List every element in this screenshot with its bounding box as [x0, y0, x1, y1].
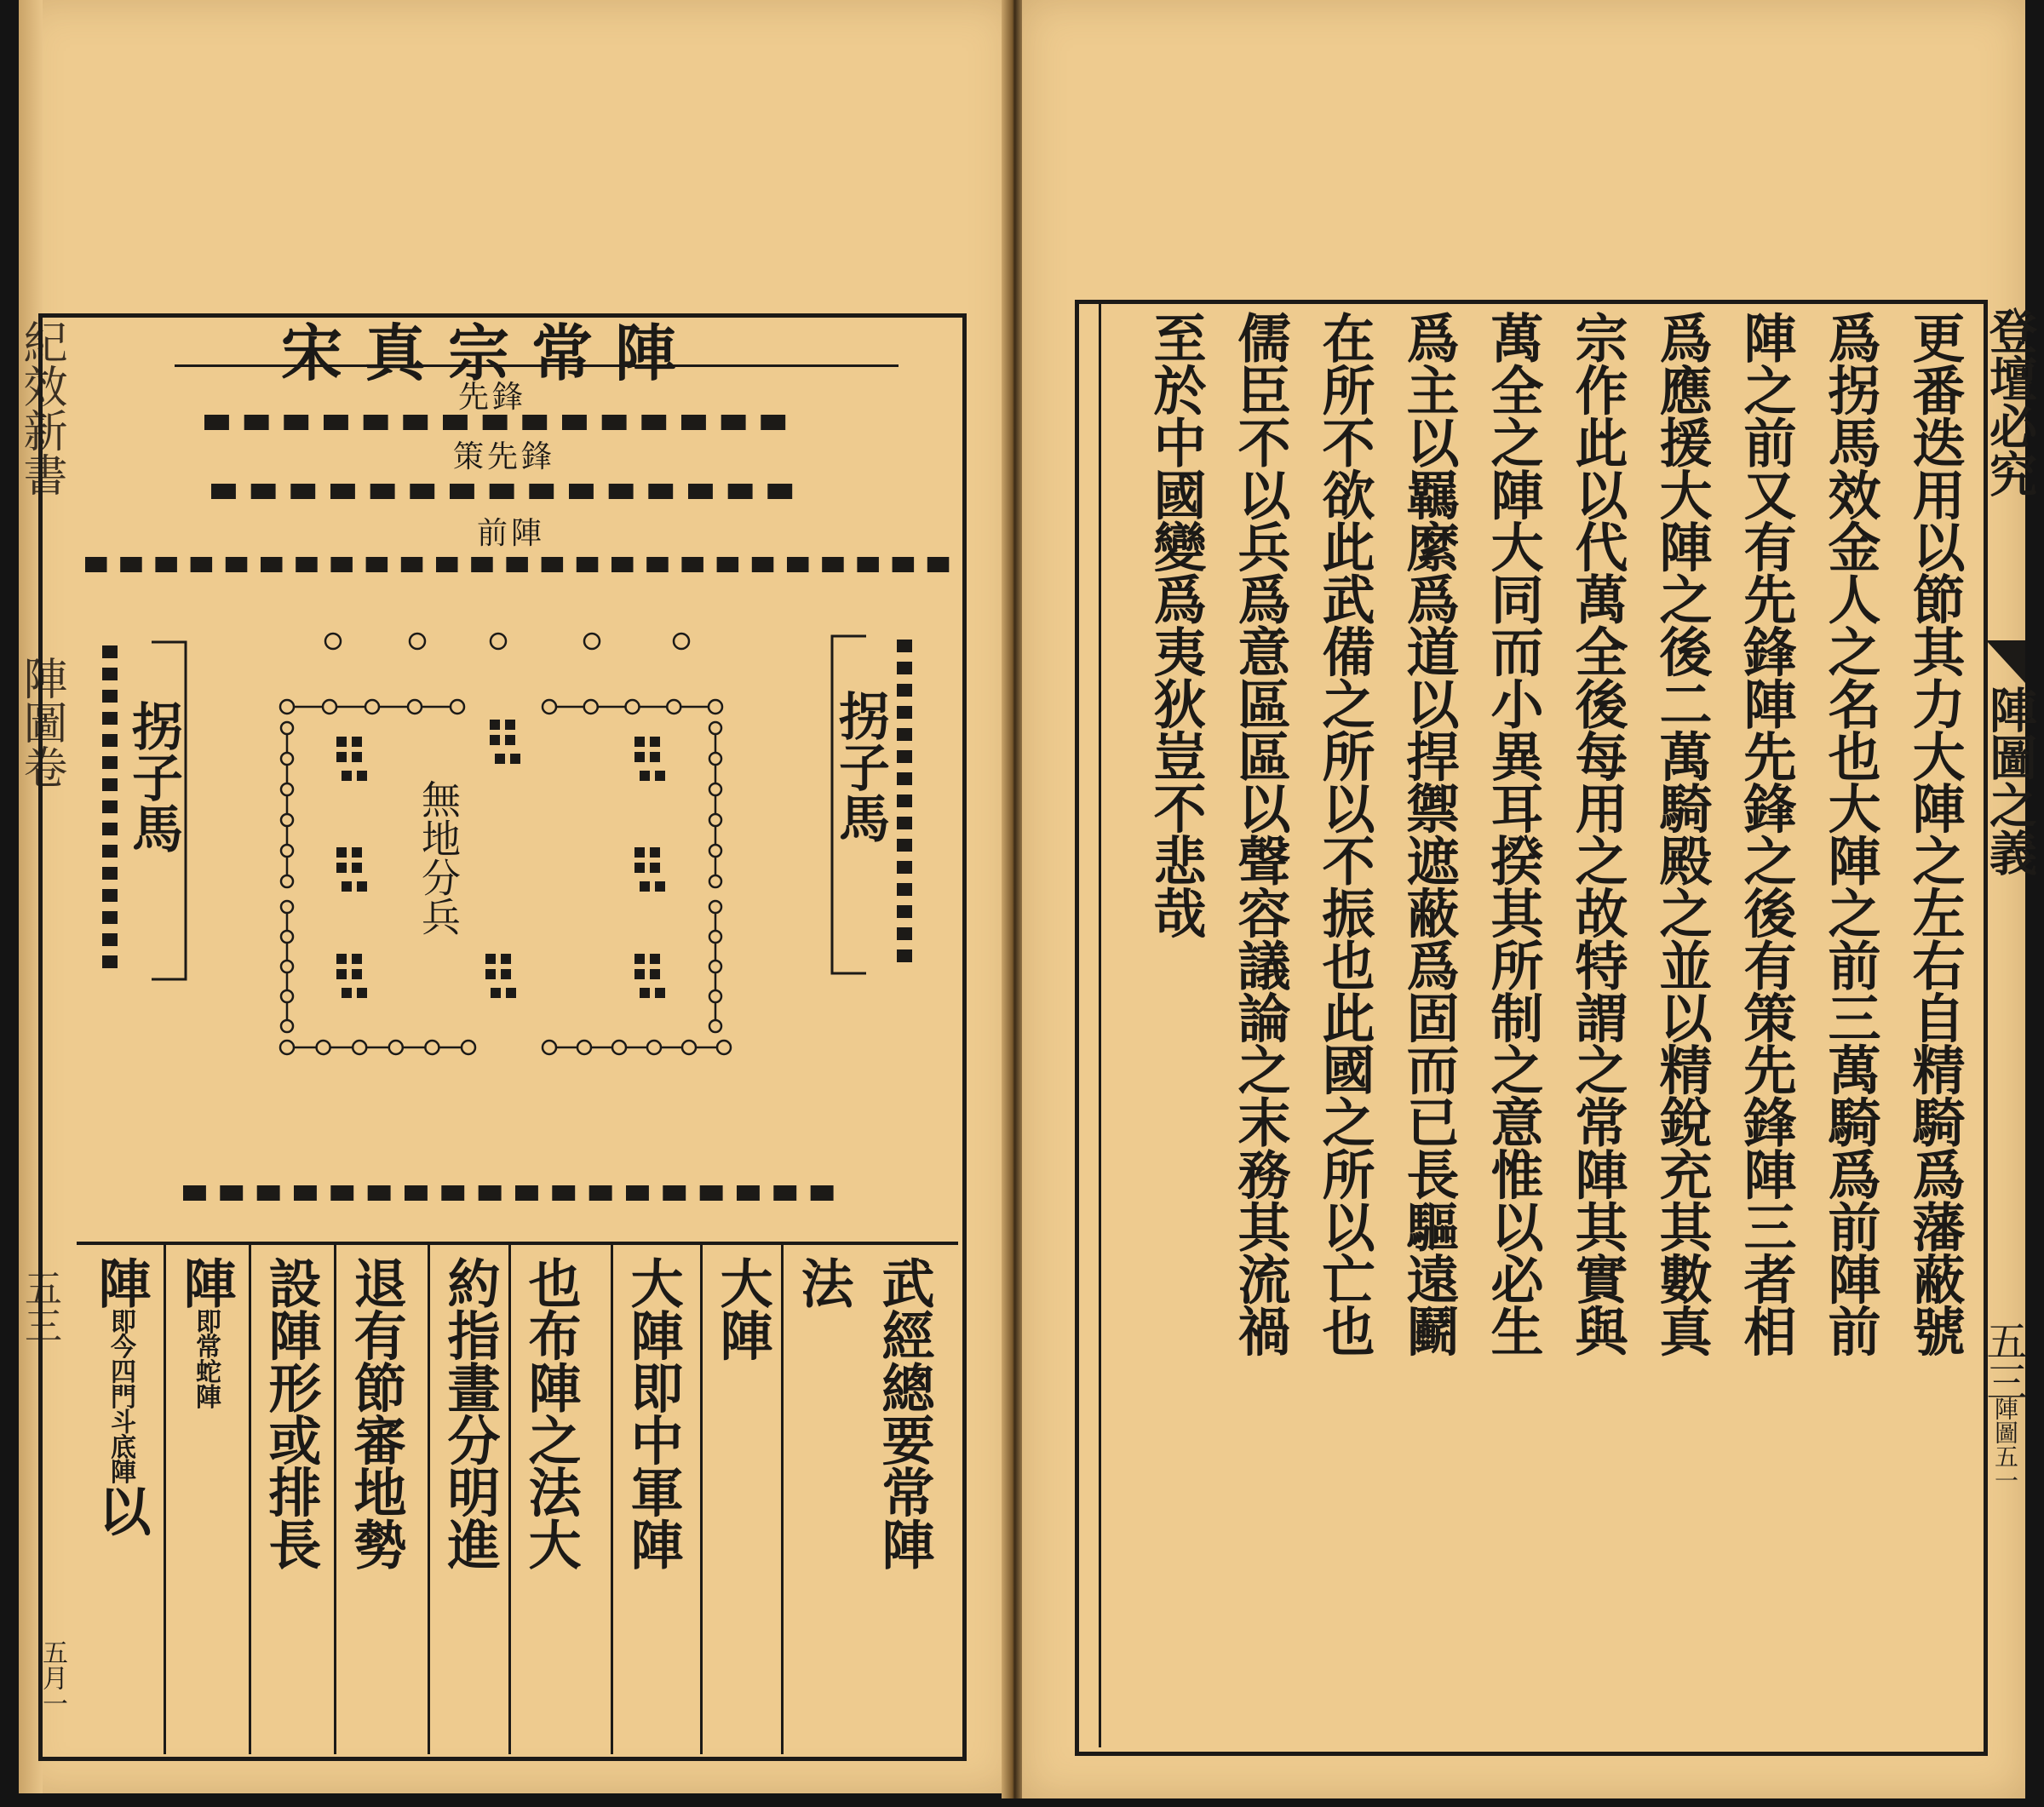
- right-text-column-6: 萬全之陣大同而小異耳揆其所制之意惟以必生: [1482, 311, 1544, 1357]
- unit-square: [357, 881, 367, 892]
- dash-mark: [700, 1185, 723, 1201]
- wing-dash: [102, 778, 118, 791]
- soldier-circle: [389, 1041, 403, 1054]
- soldier-circle: [281, 783, 293, 795]
- dash-mark: [728, 484, 753, 499]
- soldier-circle: [682, 1041, 696, 1054]
- left-diagram-divider: [77, 1242, 958, 1245]
- wing-dash: [897, 839, 912, 852]
- unit-square: [342, 881, 352, 892]
- wing-dash: [897, 750, 912, 763]
- soldier-circle: [709, 875, 721, 887]
- column-rule: [428, 1243, 430, 1754]
- dash-mark: [294, 1185, 317, 1201]
- unit-square: [650, 863, 660, 873]
- soldier-circle: [280, 1041, 294, 1054]
- wing-dash: [897, 640, 912, 652]
- unit-square: [352, 969, 362, 979]
- left-text-column-10: 陣即今四門斗底陣以: [89, 1256, 152, 1536]
- unit-square: [505, 720, 515, 730]
- right-page-number: 五三: [1979, 1320, 2027, 1402]
- right-inner-rule: [1099, 300, 1101, 1747]
- right-text-column-7: 爲主以羈縻爲道以捍禦遮蔽爲固而已長驅遠鬬: [1398, 311, 1460, 1357]
- dash-mark: [752, 557, 774, 572]
- unit-square: [634, 863, 645, 873]
- row2-dashes: [211, 482, 807, 501]
- soldier-circle: [323, 700, 336, 714]
- dash-mark: [211, 484, 236, 499]
- wing-dash: [897, 949, 912, 962]
- soldier-circle: [612, 1041, 626, 1054]
- right-text-column-1: 更番迭用以節其力大陣之左右自精騎爲藩蔽號: [1903, 311, 1966, 1357]
- soldier-circle: [365, 700, 379, 714]
- left-edge-page: 五三: [18, 1269, 61, 1344]
- unit-square: [634, 954, 645, 964]
- column-rule: [334, 1243, 336, 1754]
- dash-mark: [410, 484, 434, 499]
- unit-square: [336, 752, 347, 762]
- dash-mark: [811, 1185, 834, 1201]
- soldier-circle: [281, 753, 293, 765]
- inline-note: 即今四門斗底陣: [106, 1308, 135, 1484]
- soldier-circle: [709, 753, 721, 765]
- unit-square: [490, 720, 500, 730]
- unit-square: [505, 735, 515, 745]
- soldier-circle: [451, 700, 464, 714]
- unit-square: [650, 752, 660, 762]
- dash-mark: [688, 484, 713, 499]
- unit-square: [655, 881, 665, 892]
- soldier-circle: [408, 700, 422, 714]
- right-text-column-9: 儒臣不以兵爲意區區以聲容議論之末務其流禍: [1229, 311, 1291, 1357]
- dash-mark: [569, 484, 594, 499]
- soldier-circle: [543, 1041, 556, 1054]
- left-text-column-4: 大陣即中軍陣: [622, 1256, 684, 1570]
- unit-square: [506, 988, 516, 998]
- central-formation: [268, 626, 745, 1064]
- wing-dash: [897, 772, 912, 785]
- unit-square: [634, 737, 645, 747]
- wing-dash: [102, 889, 118, 902]
- soldier-circle: [281, 990, 293, 1002]
- center-label: 無地分兵: [416, 779, 462, 936]
- dash-mark: [441, 1185, 464, 1201]
- dash-mark: [522, 415, 547, 430]
- wing-dash: [897, 728, 912, 741]
- right-text-column-3: 陣之前又有先鋒陣先鋒之後有策先鋒陣三者相: [1735, 311, 1797, 1357]
- unit-square: [352, 752, 362, 762]
- column-rule: [700, 1243, 703, 1754]
- diagram-title: 宋真宗常陣: [281, 317, 699, 389]
- left-footer-mark: 五月一: [37, 1639, 67, 1716]
- unit-square: [357, 988, 367, 998]
- soldier-circle: [584, 634, 600, 649]
- soldier-circle: [491, 634, 506, 649]
- dash-mark: [330, 484, 355, 499]
- soldier-circle: [709, 990, 721, 1002]
- dash-mark: [515, 1185, 538, 1201]
- wing-dash: [897, 684, 912, 697]
- dash-mark: [450, 484, 474, 499]
- dash-mark: [368, 1185, 391, 1201]
- dash-mark: [611, 557, 634, 572]
- dash-mark: [542, 557, 564, 572]
- unit-square: [640, 988, 650, 998]
- dash-mark: [290, 484, 315, 499]
- wing-dash: [897, 662, 912, 674]
- row1-dashes: [204, 413, 801, 432]
- dash-mark: [761, 415, 785, 430]
- soldier-circle: [626, 700, 640, 714]
- unit-square: [352, 863, 362, 873]
- dash-mark: [529, 484, 554, 499]
- dash-mark: [401, 557, 423, 572]
- column-rule: [508, 1243, 511, 1754]
- wing-dash: [897, 905, 912, 918]
- soldier-circle: [280, 700, 294, 714]
- unit-square: [336, 863, 347, 873]
- dash-mark: [296, 557, 318, 572]
- soldier-circle: [709, 1020, 721, 1032]
- unit-square: [640, 771, 650, 781]
- right-edge-chapter: 陣圖之義: [1982, 686, 2038, 876]
- dash-mark: [244, 415, 269, 430]
- soldier-circle: [462, 1041, 475, 1054]
- dash-mark: [626, 1185, 649, 1201]
- dash-mark: [681, 557, 703, 572]
- soldier-circle: [709, 700, 722, 714]
- column-rule: [611, 1243, 613, 1754]
- dash-mark: [562, 415, 587, 430]
- unit-square: [634, 847, 645, 858]
- left-text-column-9: 陣即常蛇陣: [175, 1256, 237, 1409]
- dash-mark: [602, 415, 627, 430]
- dash-mark: [405, 1185, 428, 1201]
- dash-mark: [773, 1185, 796, 1201]
- dash-mark: [443, 415, 468, 430]
- dash-mark: [646, 557, 669, 572]
- unit-square: [495, 754, 505, 764]
- left-text-column-7: 退有節審地勢: [345, 1256, 407, 1570]
- soldier-circle: [647, 1041, 661, 1054]
- dash-mark: [366, 557, 388, 572]
- dash-mark: [717, 557, 739, 572]
- dash-mark: [120, 557, 142, 572]
- soldier-circle: [674, 634, 689, 649]
- dash-mark: [261, 557, 283, 572]
- left-text-column-8: 設陣形或排長: [260, 1256, 322, 1570]
- dash-mark: [822, 557, 844, 572]
- wing-dash: [897, 927, 912, 940]
- unit-square: [342, 988, 352, 998]
- rear-dashes: [183, 1184, 847, 1202]
- right-text-column-5: 宗作此以代萬全後每用之故特謂之常陣其實與: [1566, 311, 1628, 1357]
- fishtail-mark: [1986, 640, 2025, 683]
- right-section-mark: 陣圖五一: [1991, 1397, 2019, 1492]
- dash-mark: [330, 557, 353, 572]
- dash-mark: [787, 557, 809, 572]
- soldier-circle: [281, 875, 293, 887]
- unit-square: [336, 954, 347, 964]
- left-text-column-2: 法: [792, 1256, 854, 1309]
- unit-square: [501, 969, 511, 979]
- dash-mark: [403, 415, 428, 430]
- wing-dash: [897, 795, 912, 807]
- dash-mark: [506, 557, 528, 572]
- unit-square: [336, 737, 347, 747]
- wing-dash: [102, 845, 118, 858]
- wing-dash: [102, 734, 118, 747]
- unit-square: [352, 847, 362, 858]
- wing-dash: [102, 823, 118, 835]
- soldier-circle: [709, 783, 721, 795]
- soldier-circle: [410, 634, 425, 649]
- column-rule: [164, 1243, 166, 1754]
- right-text-column-8: 在所不欲此武備之所以不振也此國之所以亡也: [1313, 311, 1375, 1357]
- unit-square: [336, 969, 347, 979]
- dash-mark: [471, 557, 493, 572]
- right-wing-label: 拐子馬: [830, 690, 890, 843]
- dash-mark: [589, 1185, 612, 1201]
- dash-mark: [663, 1185, 686, 1201]
- wing-dash: [102, 911, 118, 924]
- dash-mark: [483, 415, 508, 430]
- soldier-circle: [667, 700, 680, 714]
- dash-mark: [257, 1185, 280, 1201]
- left-text-column-5: 也布陣之法大: [520, 1256, 582, 1570]
- right-text-column-2: 爲拐馬效金人之名也大陣之前三萬騎爲前陣前: [1819, 311, 1881, 1357]
- unit-square: [634, 969, 645, 979]
- soldier-circle: [281, 1020, 293, 1032]
- left-text-column-1: 武經總要常陣: [873, 1256, 935, 1570]
- unit-square: [352, 954, 362, 964]
- dash-mark: [681, 415, 706, 430]
- wing-dash: [102, 800, 118, 813]
- soldier-circle: [425, 1041, 439, 1054]
- unit-square: [501, 954, 511, 964]
- wing-dash: [102, 712, 118, 725]
- left-edge-title: 紀效新書: [15, 319, 66, 496]
- wing-dash: [102, 955, 118, 968]
- wing-dash: [102, 933, 118, 946]
- row3-label: 前陣: [477, 516, 546, 551]
- unit-square: [357, 771, 367, 781]
- title-rule: [175, 364, 899, 367]
- wing-dash: [102, 668, 118, 680]
- dash-mark: [85, 557, 107, 572]
- dash-mark: [927, 557, 950, 572]
- wing-dash: [102, 690, 118, 703]
- soldier-circle: [281, 722, 293, 734]
- soldier-circle: [709, 961, 721, 972]
- left-text-column-6: 約指畫分明進: [439, 1256, 501, 1570]
- soldier-circle: [709, 814, 721, 826]
- dash-mark: [370, 484, 395, 499]
- soldier-circle: [281, 961, 293, 972]
- dash-mark: [324, 415, 348, 430]
- dash-mark: [609, 484, 634, 499]
- dash-mark: [767, 484, 792, 499]
- wing-dash: [102, 756, 118, 769]
- dash-mark: [204, 415, 229, 430]
- wing-dash: [102, 867, 118, 880]
- unit-square: [336, 847, 347, 858]
- unit-square: [491, 988, 501, 998]
- dash-mark: [641, 415, 666, 430]
- soldier-circle: [281, 845, 293, 857]
- dash-mark: [857, 557, 879, 572]
- wing-dash: [897, 861, 912, 874]
- inline-note: 即常蛇陣: [191, 1308, 221, 1409]
- column-rule: [249, 1243, 251, 1754]
- column-rule: [781, 1243, 784, 1754]
- dash-mark: [893, 557, 915, 572]
- soldier-circle: [543, 700, 556, 714]
- right-edge-title: 登壇必究: [1982, 307, 2038, 497]
- wing-dash: [897, 706, 912, 719]
- dash-mark: [436, 557, 458, 572]
- soldier-circle: [717, 1041, 731, 1054]
- left-wing-label: 拐子馬: [123, 700, 183, 853]
- unit-square: [490, 735, 500, 745]
- soldier-circle: [709, 722, 721, 734]
- dash-mark: [191, 557, 213, 572]
- left-edge-chapter: 陣圖卷: [15, 656, 66, 789]
- dash-mark: [648, 484, 673, 499]
- unit-square: [640, 881, 650, 892]
- unit-square: [352, 737, 362, 747]
- soldier-circle: [709, 901, 721, 913]
- soldier-circle: [577, 1041, 591, 1054]
- soldier-circle: [584, 700, 598, 714]
- soldier-circle: [281, 814, 293, 826]
- unit-square: [485, 954, 496, 964]
- unit-square: [650, 954, 660, 964]
- soldier-circle: [281, 901, 293, 913]
- unit-square: [655, 988, 665, 998]
- dash-mark: [479, 1185, 502, 1201]
- right-text-column-10: 至於中國變爲夷狄豈不悲哉: [1145, 311, 1207, 938]
- dash-mark: [155, 557, 177, 572]
- dash-mark: [251, 484, 276, 499]
- row2-label: 策先鋒: [453, 439, 556, 474]
- soldier-circle: [281, 931, 293, 943]
- dash-mark: [330, 1185, 353, 1201]
- row3-dashes: [85, 555, 962, 574]
- soldier-circle: [709, 845, 721, 857]
- unit-square: [634, 752, 645, 762]
- dash-mark: [183, 1185, 206, 1201]
- wing-dash: [897, 817, 912, 829]
- dash-mark: [737, 1185, 760, 1201]
- unit-square: [650, 737, 660, 747]
- dash-mark: [364, 415, 388, 430]
- wing-dash: [897, 883, 912, 896]
- right-text-column-4: 爲應援大陣之後二萬騎殿之並以精銳充其數真: [1651, 311, 1713, 1357]
- unit-square: [342, 771, 352, 781]
- soldier-circle: [317, 1041, 330, 1054]
- soldier-circle: [709, 931, 721, 943]
- unit-square: [655, 771, 665, 781]
- dash-mark: [552, 1185, 575, 1201]
- dash-mark: [220, 1185, 243, 1201]
- left-text-column-3: 大陣: [711, 1256, 773, 1361]
- soldier-circle: [353, 1041, 366, 1054]
- unit-square: [485, 969, 496, 979]
- dash-mark: [721, 415, 746, 430]
- row1-label: 先鋒: [458, 380, 527, 415]
- dash-mark: [490, 484, 514, 499]
- unit-square: [510, 754, 520, 764]
- dash-mark: [577, 557, 599, 572]
- dash-mark: [226, 557, 248, 572]
- dash-mark: [284, 415, 308, 430]
- unit-square: [650, 847, 660, 858]
- soldier-circle: [325, 634, 341, 649]
- unit-square: [650, 969, 660, 979]
- wing-dash: [102, 645, 118, 658]
